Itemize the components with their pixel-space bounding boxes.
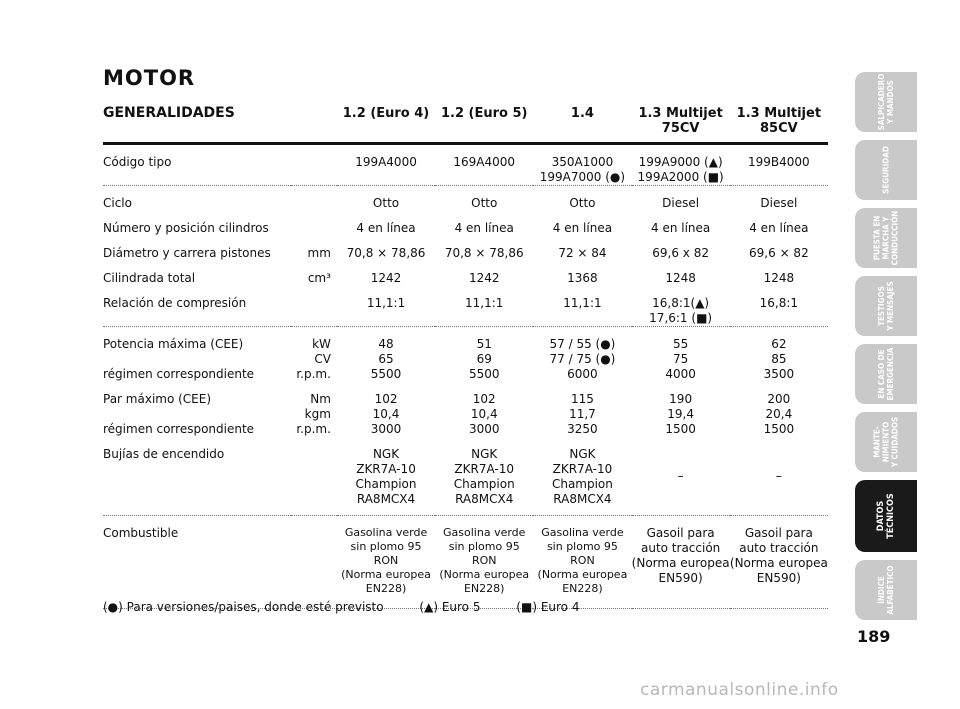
row-label-group bbox=[103, 382, 291, 437]
page-title: MOTOR bbox=[103, 66, 196, 90]
row-unit bbox=[291, 186, 337, 212]
footnote: (●) Para versiones/paises, donde esté previsto bbox=[103, 600, 384, 614]
row-unit bbox=[291, 286, 337, 327]
cell-value: 57 / 55 (●) 77 / 75 (●) 6000 bbox=[549, 337, 616, 381]
cell-value: 1242 bbox=[468, 271, 500, 285]
cell-value: Diesel bbox=[760, 196, 798, 210]
cell-value: Diesel bbox=[662, 196, 700, 210]
column-header: 1.4 bbox=[570, 106, 594, 121]
row-label: Par máximo (CEE) bbox=[103, 392, 212, 406]
row-unit: r.p.m. bbox=[296, 367, 331, 381]
row-unit-group bbox=[291, 327, 337, 383]
cell-value: 11,1:1 bbox=[563, 296, 602, 310]
cell-value: 51 69 5500 bbox=[468, 337, 500, 381]
cell-value: 199A4000 bbox=[355, 155, 417, 169]
cell-value: 102 10,4 3000 bbox=[468, 392, 500, 436]
table-row bbox=[103, 286, 828, 327]
footnotes bbox=[103, 600, 611, 614]
table-row bbox=[103, 437, 828, 516]
cell-value: 69,6 × 82 bbox=[749, 246, 809, 260]
cell-value: 1368 bbox=[567, 271, 598, 285]
row-label: Relación de compresión bbox=[103, 296, 247, 310]
tab-salpicadero[interactable] bbox=[855, 72, 917, 132]
cell-value: 70,8 × 78,86 bbox=[346, 246, 426, 260]
column-header: 1.3 Multijet 75CV bbox=[638, 106, 723, 136]
tab-label: EN CASO DE EMERGENCIA bbox=[877, 347, 895, 401]
cell-value: 1248 bbox=[665, 271, 696, 285]
row-unit: r.p.m. bbox=[296, 422, 331, 436]
cell-value: 350A1000 199A7000 (●) bbox=[539, 155, 626, 184]
tab-label: TESTIGOS Y MENSAJES bbox=[877, 281, 895, 331]
row-label: Potencia máxima (CEE) bbox=[103, 337, 244, 351]
tab-indice[interactable] bbox=[855, 560, 917, 620]
cell-value: NGK ZKR7A-10 Champion RA8MCX4 bbox=[355, 447, 417, 506]
cell-value: 4 en línea bbox=[651, 221, 711, 235]
cell-value: Otto bbox=[569, 196, 596, 210]
column-header: 1.3 Multijet 85CV bbox=[736, 106, 822, 136]
row-label: Código tipo bbox=[103, 155, 172, 169]
section-tabs bbox=[855, 72, 917, 628]
cell-value: 199A9000 (▲) 199A2000 (■) bbox=[637, 155, 724, 184]
cell-value: 1248 bbox=[763, 271, 795, 285]
cell-value: Gasolina verde sin plomo 95 RON (Norma europea EN228) bbox=[537, 526, 628, 595]
header-label: GENERALIDADES bbox=[103, 105, 235, 121]
tab-label: PUESTA EN MARCHA Y CONDUCCIÓN bbox=[872, 210, 900, 266]
tab-label: SALPICADERO Y MANDOS bbox=[877, 73, 895, 131]
row-unit bbox=[291, 516, 337, 609]
cell-value: 70,8 × 78,86 bbox=[444, 246, 524, 260]
table-header-row bbox=[103, 104, 828, 144]
cell-value: Gasolina verde sin plomo 95 RON (Norma europea EN228) bbox=[341, 526, 431, 595]
row-label: Cilindrada total bbox=[103, 271, 196, 285]
cell-value: 4 en línea bbox=[749, 221, 809, 235]
cell-value: – bbox=[775, 468, 782, 483]
row-unit: Nm kgm bbox=[304, 392, 331, 421]
cell-value: NGK ZKR7A-10 Champion RA8MCX4 bbox=[453, 447, 515, 506]
cell-value: Otto bbox=[372, 196, 400, 210]
tab-label: ÍNDICE ALFABÉTICO bbox=[877, 565, 895, 615]
cell-value: Otto bbox=[471, 196, 498, 210]
tab-seguridad[interactable] bbox=[855, 140, 917, 200]
cell-value: 16,8:1 bbox=[759, 296, 799, 310]
row-unit: cm³ bbox=[307, 271, 331, 285]
cell-value: 115 11,7 3250 bbox=[567, 392, 598, 436]
tab-datos-tecnicos[interactable] bbox=[855, 480, 917, 552]
cell-value: 4 en línea bbox=[454, 221, 514, 235]
row-label: Diámetro y carrera pistones bbox=[103, 246, 271, 260]
page-number: 189 bbox=[857, 627, 891, 646]
cell-value: 200 20,4 1500 bbox=[763, 392, 795, 436]
cell-value: 11,1:1 bbox=[465, 296, 504, 310]
cell-value: 11,1:1 bbox=[366, 296, 406, 310]
row-label-group bbox=[103, 327, 291, 383]
cell-value: Gasolina verde sin plomo 95 RON (Norma europea EN228) bbox=[439, 526, 530, 595]
table-row bbox=[103, 327, 828, 383]
row-unit bbox=[291, 144, 337, 186]
column-header: 1.2 (Euro 4) bbox=[342, 106, 430, 121]
row-unit bbox=[291, 211, 337, 236]
cell-value: 102 10,4 3000 bbox=[370, 392, 402, 436]
cell-value: NGK ZKR7A-10 Champion RA8MCX4 bbox=[551, 447, 613, 506]
table-row bbox=[103, 382, 828, 437]
tab-testigos[interactable] bbox=[855, 276, 917, 336]
cell-value: 72 × 84 bbox=[558, 246, 607, 260]
tab-label: SEGURIDAD bbox=[881, 146, 891, 194]
cell-value: 4 en línea bbox=[356, 221, 416, 235]
cell-value: 62 85 3500 bbox=[763, 337, 795, 381]
table-row bbox=[103, 261, 828, 286]
row-unit-group bbox=[291, 382, 337, 437]
row-sublabel: régimen correspondiente bbox=[103, 422, 255, 436]
cell-value: 16,8:1(▲) 17,6:1 (■) bbox=[649, 296, 713, 325]
row-label: Ciclo bbox=[103, 196, 132, 210]
cell-value: 169A4000 bbox=[453, 155, 516, 169]
tab-puesta-en-marcha[interactable] bbox=[855, 208, 917, 268]
tab-label: MANTE- NIMIENTO Y CUIDADOS bbox=[872, 416, 900, 468]
row-unit bbox=[291, 437, 337, 516]
footnote: (■) Euro 4 bbox=[516, 600, 580, 614]
cell-value: 55 75 4000 bbox=[665, 337, 696, 381]
cell-value: 190 19,4 1500 bbox=[665, 392, 696, 436]
cell-value: 69,6 x 82 bbox=[652, 246, 709, 260]
tab-label: DATOS TÉCNICOS bbox=[876, 493, 896, 539]
row-unit: kW CV bbox=[312, 337, 331, 366]
cell-value: Gasoil para auto tracción (Norma europea EN590) bbox=[729, 526, 828, 585]
row-label: Número y posición cilindros bbox=[103, 221, 269, 235]
table-row bbox=[103, 144, 828, 186]
row-label: Bujías de encendido bbox=[103, 447, 225, 461]
table-row bbox=[103, 186, 828, 212]
table-row bbox=[103, 236, 828, 261]
engine-spec-table bbox=[103, 104, 828, 609]
row-unit: mm bbox=[307, 246, 331, 260]
watermark: carmanualsonline.info bbox=[640, 680, 839, 700]
table-row bbox=[103, 211, 828, 236]
table-row bbox=[103, 516, 828, 609]
cell-value: Gasoil para auto tracción (Norma europea EN590) bbox=[631, 526, 730, 585]
row-label: Combustible bbox=[103, 526, 179, 540]
cell-value: 48 65 5500 bbox=[370, 337, 402, 381]
cell-value: – bbox=[677, 468, 684, 483]
tab-emergencia[interactable] bbox=[855, 344, 917, 404]
cell-value: 199B4000 bbox=[748, 155, 810, 169]
footnote: (▲) Euro 5 bbox=[419, 600, 481, 614]
tab-mantenimiento[interactable] bbox=[855, 412, 917, 472]
cell-value: 4 en línea bbox=[552, 221, 613, 235]
row-sublabel: régimen correspondiente bbox=[103, 367, 255, 381]
cell-value: 1242 bbox=[370, 271, 402, 285]
column-header: 1.2 (Euro 5) bbox=[440, 106, 528, 121]
